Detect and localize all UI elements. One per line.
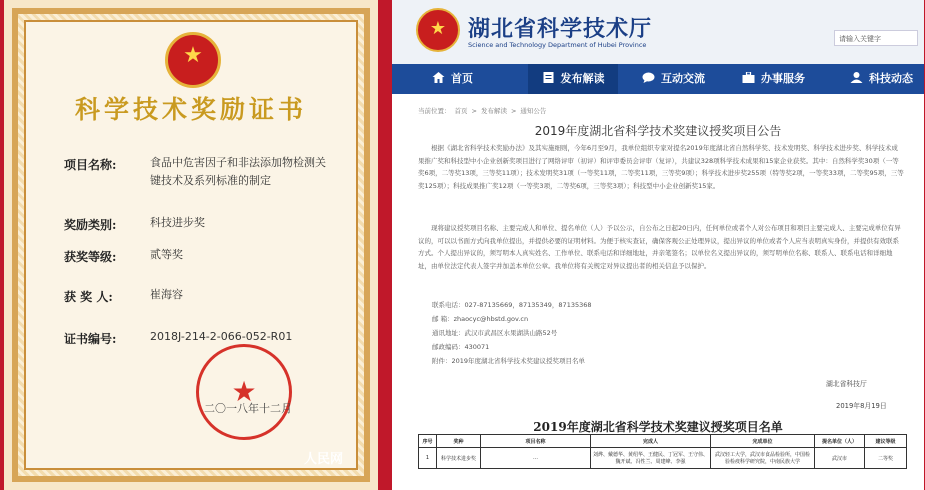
nav-news-label: 科技动态 [869,72,913,85]
certificate-number-label: 证书编号: [64,332,117,346]
site-header [392,0,924,64]
breadcrumb-sep: > [471,107,477,115]
nav-home-label: 首页 [451,72,473,85]
watermark-logo: 人民网 [304,452,344,467]
table-cell: 1 [419,448,437,469]
column-header: 项目名称 [481,435,591,448]
table-header-row [419,435,907,448]
attachment-link[interactable]: 附件：2019年度湖北省科学技术奖建议授奖项目名单 [432,357,586,365]
breadcrumb-prefix: 当前位置： [418,107,451,115]
nav-service-label: 办事服务 [761,72,805,85]
nav-interact-label: 互动交流 [661,72,705,85]
seal-date: 二〇一八年十二月 [204,402,292,415]
nav-home[interactable] [432,64,502,94]
signature-date: 2019年8月19日 [836,402,887,410]
table-cell: 刘烨、戴德华、黄绍华、王健民、丁冠军、王守伟、魏开斌、冯性兰、周建峰、李强 [591,448,711,469]
breadcrumb-sep: > [510,107,517,115]
award-list-title: 2019年度湖北省科学技术奖建议授奖项目名单 [533,420,783,434]
site-title[interactable]: 湖北省科学技术厅 [468,16,653,42]
certificate-paper [24,20,358,470]
national-emblem-icon: ★ [165,32,221,88]
certificate-photo [4,0,378,490]
certificate-number-value: 2018J-214-2-066-052-R01 [150,330,293,343]
contact-phone: 联系电话：027-87135669，87135349，87135368 [432,301,592,309]
column-header: 序号 [419,435,437,448]
table-row [419,448,907,469]
nav-interact[interactable] [642,64,722,94]
nav-publish-label: 发布解读 [560,72,605,85]
briefcase-icon [742,72,755,83]
person-icon [850,72,863,83]
table-cell: 二等奖 [865,448,907,469]
nav-service[interactable] [742,64,822,94]
search-input[interactable]: 请输入关键字 [834,30,918,46]
project-name-label: 项目名称: [64,158,117,172]
breadcrumb [418,106,550,115]
column-header: 建议等级 [865,435,907,448]
column-header: 奖种 [437,435,481,448]
website-page [392,0,924,490]
signature-org: 湖北省科技厅 [826,380,867,388]
table-cell: 武汉市 [815,448,865,469]
article-paragraph-1: 根据《湖北省科学技术奖励办法》及其实施细则，今年6月至9月，我单位组织专家对提名2019年度湖北省自然科学奖、技术发明奖、科学技术进步奖、科学技术成果推广奖和科技型中小企业创新奖项目进行了网络评审（初评）和评审委员会评审（复评），共建议328项科学技术成果和15家企业获奖。其中：自然科学奖30项（一等奖6项，二等奖13项，三等奖11项）；技术发明奖31项（一等奖11项，二等奖11项，三等奖9项）；科学技术进步奖255项（特等奖2项，一等奖33项，二等奖95项，三等奖125项）；科技成果推广奖12项（一等奖3项，二等奖6项，三等奖3项）；科技型中小企业创新奖15家。 [418,144,904,190]
contact-address: 通讯地址：武汉市武昌区水果湖洪山路52号 [432,329,558,337]
contact-email: 邮 箱：zhaocyc@hbstd.gov.cn [432,315,529,323]
breadcrumb-publish[interactable]: 发布解读 [480,107,507,115]
column-header: 完成单位 [711,435,815,448]
nav-publish[interactable] [528,64,618,94]
column-header: 完成人 [591,435,711,448]
table-cell: 科学技术进步奖 [437,448,481,469]
column-header: 提名单位（人） [815,435,865,448]
article-title: 2019年度湖北省科学技术奖建议授奖项目公告 [534,124,782,138]
chat-icon [642,72,655,83]
main-nav [392,64,924,94]
table-cell: … [481,448,591,469]
nav-news[interactable] [850,64,924,94]
breadcrumb-notice[interactable]: 通知公告 [520,107,547,115]
site-subtitle: Science and Technology Department of Hubei Province [468,41,647,49]
article-paragraph-2: 现将建议授奖项目名称、主要完成人和单位、提名单位（人）予以公示，自公布之日起20日内，任何单位或者个人对公布项目和项目主要完成人、主要完成单位有异议的，可以以书面方式向我单位提出，并提供必要的证明材料。为便于核实查证，确保客观公正处理异议，提出异议的单位或者个人应当表明真实身份，并提供有效联系方式。个人提出异议的，须写明本人真实姓名、工作单位、联系电话和详细地址，并亲笔签名；以单位名义提出异议的，须写明单位名称、联系人、联系电话和详细地址，由单位法定代表人签字并加盖本单位公章。我单位将有关规定对异议提出者的相关信息予以保护。 [418,224,901,270]
award-category-label: 奖励类别: [64,218,117,232]
breadcrumb-home[interactable]: 首页 [454,107,468,115]
certificate-title: 科学技术奖励证书 [74,95,307,124]
document-icon [542,72,555,83]
award-list-table [418,434,907,469]
award-level-label: 获奖等级: [64,250,117,264]
project-name-value: 食品中危害因子和非法添加物检测关键技术及系列标准的制定 [150,156,326,187]
contact-postcode: 邮政编码：430071 [432,343,490,351]
award-category-value: 科技进步奖 [150,216,205,229]
table-cell: 武汉轻工大学，武汉市食品检验所，中国检验检疫科学研究院，中南民族大学 [711,448,815,469]
home-icon [432,72,445,83]
winner-label: 获 奖 人: [64,290,113,304]
award-level-value: 贰等奖 [150,248,183,261]
winner-value: 崔海容 [150,288,183,301]
official-seal-icon: ★ [196,344,292,440]
emblem-logo-icon[interactable]: ★ [416,8,460,52]
